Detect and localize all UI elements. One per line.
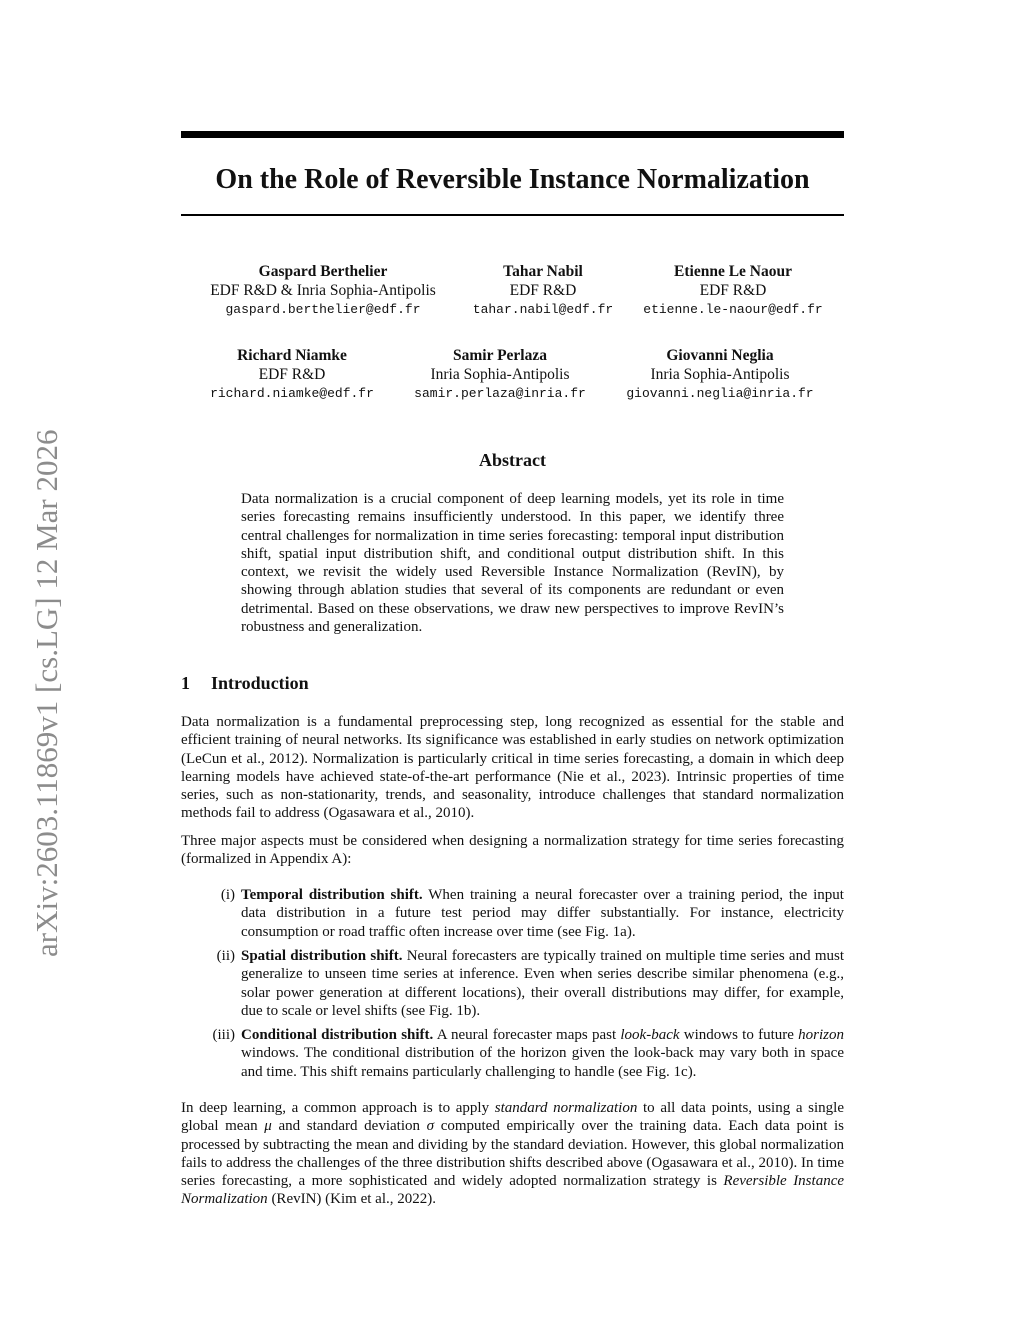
para-text: to all data points, using a single global mean	[181, 1100, 845, 1135]
para-text: and standard deviation	[278, 1118, 420, 1135]
author-email: etienne.le-naour@edf.fr	[643, 302, 823, 317]
section-number: 1	[181, 673, 190, 693]
list-marker: (i)	[220, 887, 235, 903]
paper-title: On the Role of Reversible Instance Normalization	[215, 164, 810, 195]
author-block	[603, 262, 863, 319]
intro-paragraph-3	[181, 1099, 844, 1209]
author-email: samir.perlaza@inria.fr	[414, 386, 586, 401]
para-text: (RevIN) (Kim et al., 2022).	[271, 1191, 436, 1208]
para-text: In deep learning, a common approach is to apply	[181, 1100, 490, 1116]
arxiv-stamp: arXiv:2603.11869v1 [cs.LG] 12 Mar 2026	[29, 429, 64, 957]
list-marker: (iii)	[212, 1027, 235, 1043]
para-emphasis: Reversible Instance Normalization	[181, 1173, 845, 1208]
author-email: giovanni.neglia@inria.fr	[626, 386, 814, 401]
author-email: richard.niamke@edf.fr	[210, 386, 374, 401]
author-email: gaspard.berthelier@edf.fr	[225, 302, 421, 317]
list-body	[241, 886, 844, 941]
intro-paragraph-1: Data normalization is a fundamental preprocessing step, long recognized as essential for the stable and efficient training of neural networks. Its significance was established in early studies on network optimization (LeCun et al., 2012). Normalization is particularly critical in time series forecasting, a domain in which deep learning models have achieved state-of-the-art performance (Nie et al., 2023). Intrinsic properties of time series, such as non-stationarity, trends, and seasonality, introduce challenges that standard normalization methods fail to address (Ogasawara et al., 2010).	[181, 714, 844, 822]
list-body	[241, 1026, 844, 1081]
author-name: Samir Perlaza	[453, 347, 547, 364]
author-name: Etienne Le Naour	[674, 263, 792, 280]
list-term: Conditional distribution shift.	[241, 1027, 434, 1043]
section-title: Introduction	[211, 673, 309, 693]
author-name: Giovanni Neglia	[666, 347, 774, 364]
math-sigma: σ	[426, 1118, 435, 1135]
list-emphasis: look-back	[620, 1027, 680, 1043]
list-term: Temporal distribution shift.	[241, 887, 423, 903]
title-rule-top	[181, 131, 844, 138]
intro-paragraph-2: Three major aspects must be considered when designing a normalization strategy for time series forecasting (formalized in Appendix A):	[181, 833, 844, 868]
abstract-heading: Abstract	[479, 450, 546, 470]
author-email: tahar.nabil@edf.fr	[472, 302, 614, 317]
para-emphasis: standard normalization	[494, 1100, 638, 1116]
author-affiliation: Inria Sophia-Antipolis	[430, 366, 570, 383]
math-mu: μ	[264, 1118, 272, 1135]
author-name: Richard Niamke	[237, 347, 347, 364]
list-marker: (ii)	[216, 948, 235, 964]
list-text: Neural forecasters are typically trained on multiple time series and must generalize to unseen time series at inference. Even when series describe similar phenomena (e.g., solar power generation at different locations), their overall distributions may differ, for example, due to scale or level shifts (see Fig. 1b).	[241, 948, 844, 1019]
title-rule-bottom	[181, 214, 844, 216]
author-affiliation: EDF R&D	[258, 366, 326, 383]
list-text: A neural forecaster maps past	[436, 1027, 617, 1043]
list-body	[241, 947, 844, 1020]
para-text: computed empirically over the training data. Each data point is processed by subtracting the mean and dividing by the standard deviation. However, this global normalization fails to address the challenges of the three distribution shifts described above (Ogasawara et al., 2010). In time series forecasting, a more sophisticated and widely adopted normalization strategy is	[181, 1118, 845, 1190]
author-block	[590, 346, 850, 403]
author-affiliation: EDF R&D & Inria Sophia-Antipolis	[210, 282, 436, 299]
abstract-text: Data normalization is a crucial component of deep learning models, yet its role in time series forecasting remains insufficiently understood. In this paper, we identify three central challenges for normalization in time series forecasting: temporal input distribution shift, spatial input distribution shift, and conditional output distribution shift. In this context, we revisit the widely used Reversible Instance Normalization (RevIN), by showing through ablation studies that several of its components are redundant or even detrimental. Based on these observations, we draw new perspectives to improve RevIN’s robustness and generalization.	[241, 491, 784, 636]
author-affiliation: EDF R&D	[509, 282, 577, 299]
list-text: windows to future	[683, 1027, 794, 1043]
author-name: Tahar Nabil	[503, 263, 583, 280]
list-term: Spatial distribution shift.	[241, 948, 403, 964]
author-affiliation: EDF R&D	[699, 282, 767, 299]
list-text: windows. The conditional distribution of the horizon given the look-back may vary both in space and time. This shift remains particularly challenging to handle (see Fig. 1c).	[241, 1045, 844, 1080]
author-name: Gaspard Berthelier	[258, 263, 388, 280]
author-affiliation: Inria Sophia-Antipolis	[650, 366, 790, 383]
list-text: When training a neural forecaster over a training period, the input data distribution in a future test period may differ substantially. For instance, electricity consumption or road traffic often increase over time (see Fig. 1a).	[241, 887, 844, 940]
section-heading	[181, 672, 309, 694]
list-emphasis: horizon	[798, 1027, 844, 1043]
